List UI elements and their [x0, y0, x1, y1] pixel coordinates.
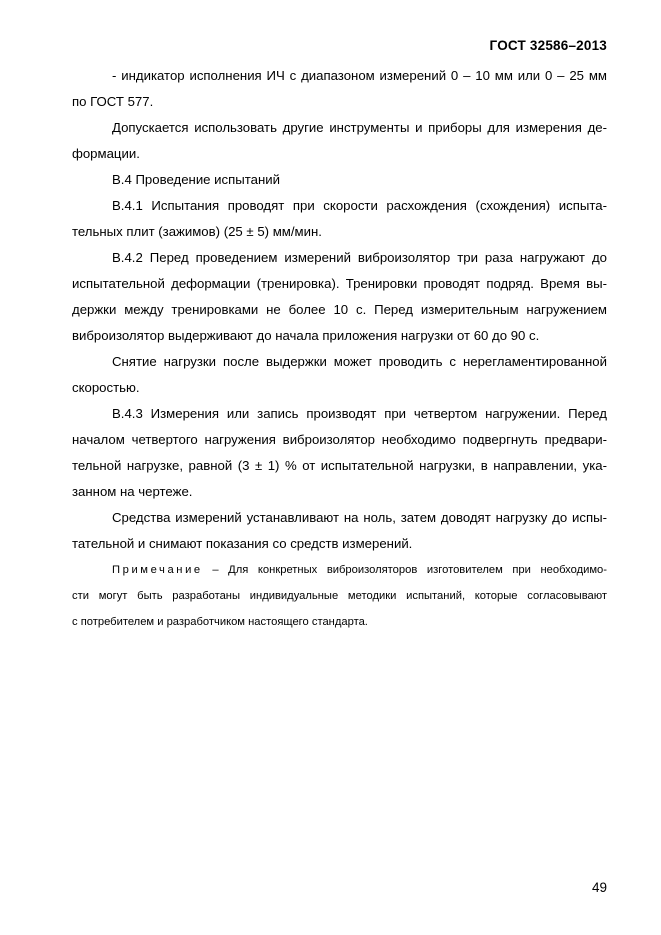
- text-line: тельных плит (зажимов) (25 ± 5) мм/мин.: [72, 224, 322, 239]
- paragraph: [72, 349, 607, 401]
- text-line: - индикатор исполнения ИЧ с диапазоном измерений 0 – 10 мм или 0 – 25 мм: [112, 68, 607, 83]
- text-line: В.4.2 Перед проведением измерений виброизолятор три раза нагружают до: [112, 250, 607, 265]
- text-line: виброизолятор выдерживают до начала приложения нагрузки от 60 до 90 с.: [72, 328, 540, 343]
- note-paragraph: [72, 557, 607, 635]
- note-label: Примечание: [112, 564, 203, 576]
- note-line: – Для конкретных виброизоляторов изготовителем при необходимо-: [202, 564, 607, 576]
- note-line: сти могут быть разработаны индивидуальные методики испытаний, которые согласовывают: [72, 590, 607, 602]
- paragraph: [72, 167, 607, 193]
- text-line: испытательной деформации (тренировка). Тренировки проводят подряд. Время вы-: [72, 276, 607, 291]
- paragraph: [72, 245, 607, 349]
- text-line: тательной и снимают показания со средств измерений.: [72, 536, 413, 551]
- paragraph: [72, 193, 607, 245]
- note-line: с потребителем и разработчиком настоящего стандарта.: [72, 616, 368, 628]
- text-line: Допускается использовать другие инструменты и приборы для измерения де-: [112, 120, 607, 135]
- paragraph: [72, 63, 607, 115]
- note-first-line: [72, 557, 607, 583]
- text-line: по ГОСТ 577.: [72, 94, 154, 109]
- text-line: В.4 Проведение испытаний: [112, 172, 281, 187]
- paragraph: [72, 505, 607, 557]
- text-line: В.4.3 Измерения или запись производят при четвертом нагружении. Перед: [112, 406, 607, 421]
- text-line: Средства измерений устанавливают на ноль, затем доводят нагрузку до испы-: [112, 510, 607, 525]
- paragraph: [72, 115, 607, 167]
- text-line: Снятие нагрузки после выдержки может проводить с нерегламентированной: [112, 354, 607, 369]
- document-code-header: ГОСТ 32586–2013: [489, 38, 607, 53]
- text-line: В.4.1 Испытания проводят при скорости расхождения (схождения) испыта-: [112, 198, 607, 213]
- text-line: тельной нагрузке, равной (3 ± 1) % от испытательной нагрузки, в направлении, ука-: [72, 458, 607, 473]
- text-line: скоростью.: [72, 380, 140, 395]
- page-body: [72, 63, 607, 635]
- paragraph-list: [72, 63, 607, 557]
- text-line: формации.: [72, 146, 140, 161]
- paragraph: [72, 401, 607, 505]
- page-number: 49: [591, 880, 607, 895]
- text-line: держки между тренировками не более 10 с. Перед измерительным нагружением: [72, 302, 607, 317]
- note-block: [72, 557, 607, 635]
- text-line: началом четвертого нагружения виброизолятор необходимо подвергнуть предвари-: [72, 432, 607, 447]
- text-line: занном на чертеже.: [72, 484, 193, 499]
